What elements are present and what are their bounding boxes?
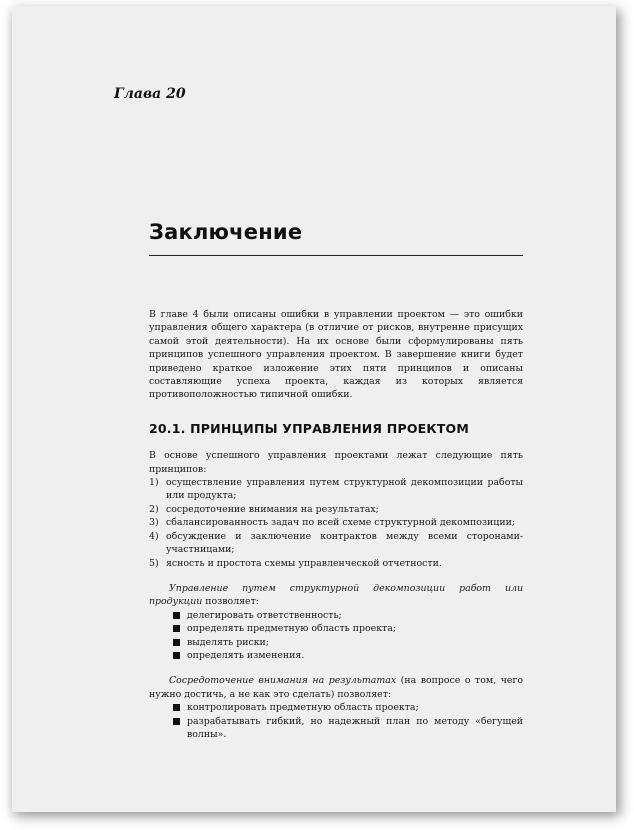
list-item — [173, 701, 523, 714]
item-number: 2) — [149, 503, 159, 515]
list-item — [149, 476, 523, 503]
list-item — [173, 715, 523, 742]
emphasis-text: Управление путем структурной декомпозиции работ или продукции — [149, 582, 523, 608]
page-content — [149, 308, 523, 741]
paragraph-text: позволяет: — [202, 596, 259, 608]
bullet-square-icon — [173, 622, 187, 635]
list-item — [149, 557, 523, 570]
results-benefits-list — [149, 701, 523, 741]
bullet-square-icon — [173, 636, 187, 649]
principles-lead: В основе успешного управления проектами лежат следующие пять принципов: — [149, 450, 523, 475]
item-number: 4) — [149, 530, 159, 542]
bullet-square-icon — [173, 701, 187, 714]
item-text: разрабатывать гибкий, но надежный план по методу «бегущей волны». — [187, 715, 523, 740]
principles-list — [149, 476, 523, 570]
bullet-square-icon — [173, 649, 187, 662]
item-text: определять предметную область проекта; — [187, 623, 396, 635]
item-text: ясность и простота схемы управленческой отчетности. — [166, 557, 442, 569]
list-item — [149, 516, 523, 529]
item-number: 3) — [149, 517, 159, 529]
wbs-paragraph — [149, 582, 523, 609]
bullet-square-icon — [173, 609, 187, 622]
section-heading: 20.1. ПРИНЦИПЫ УПРАВЛЕНИЯ ПРОЕКТОМ — [149, 420, 469, 436]
list-item — [173, 649, 523, 662]
list-item — [173, 609, 523, 622]
list-item — [173, 636, 523, 649]
item-number: 1) — [149, 477, 159, 489]
chapter-title: Заключение — [149, 220, 303, 244]
intro-paragraph: В главе 4 были описаны ошибки в управлении проектом — это ошибки управления общего характера (в отличие от рисков, внутренне присущих самой этой деятельности). На их основе были сформулированы пять принципов успешного управления проектом. В завершение книги будет приведено краткое изложение этих пяти принципов и описаны составляющие успеха проекта, каждая из которых является противоположностью типичной ошибки. — [149, 309, 523, 401]
chapter-label: Глава 20 — [114, 86, 186, 102]
emphasis-text: Сосредоточение внимания на результатах — [169, 675, 397, 687]
list-item — [149, 503, 523, 516]
item-text: определять изменения. — [187, 649, 305, 661]
wbs-benefits-list — [149, 609, 523, 663]
item-text: делегировать ответственность; — [187, 609, 342, 621]
results-paragraph — [149, 674, 523, 701]
item-text: сосредоточение внимания на результатах; — [166, 503, 379, 515]
list-item — [149, 530, 523, 557]
item-number: 5) — [149, 557, 159, 569]
item-text: выделять риски; — [187, 636, 269, 648]
list-item — [173, 622, 523, 635]
item-text: контролировать предметную область проекта; — [187, 702, 419, 714]
item-text: обсуждение и заключение контрактов между всеми сторонами-участницами; — [166, 530, 523, 556]
title-rule — [149, 255, 523, 256]
paragraph-text: (на вопросе о том, чего нужно достичь, а не как это сделать) позволяет: — [149, 675, 523, 700]
bullet-square-icon — [173, 715, 187, 742]
item-text: осуществление управления путем структурной декомпозиции работы или продукта; — [166, 477, 523, 502]
item-text: сбалансированность задач по всей схеме структурной декомпозиции; — [166, 517, 515, 529]
